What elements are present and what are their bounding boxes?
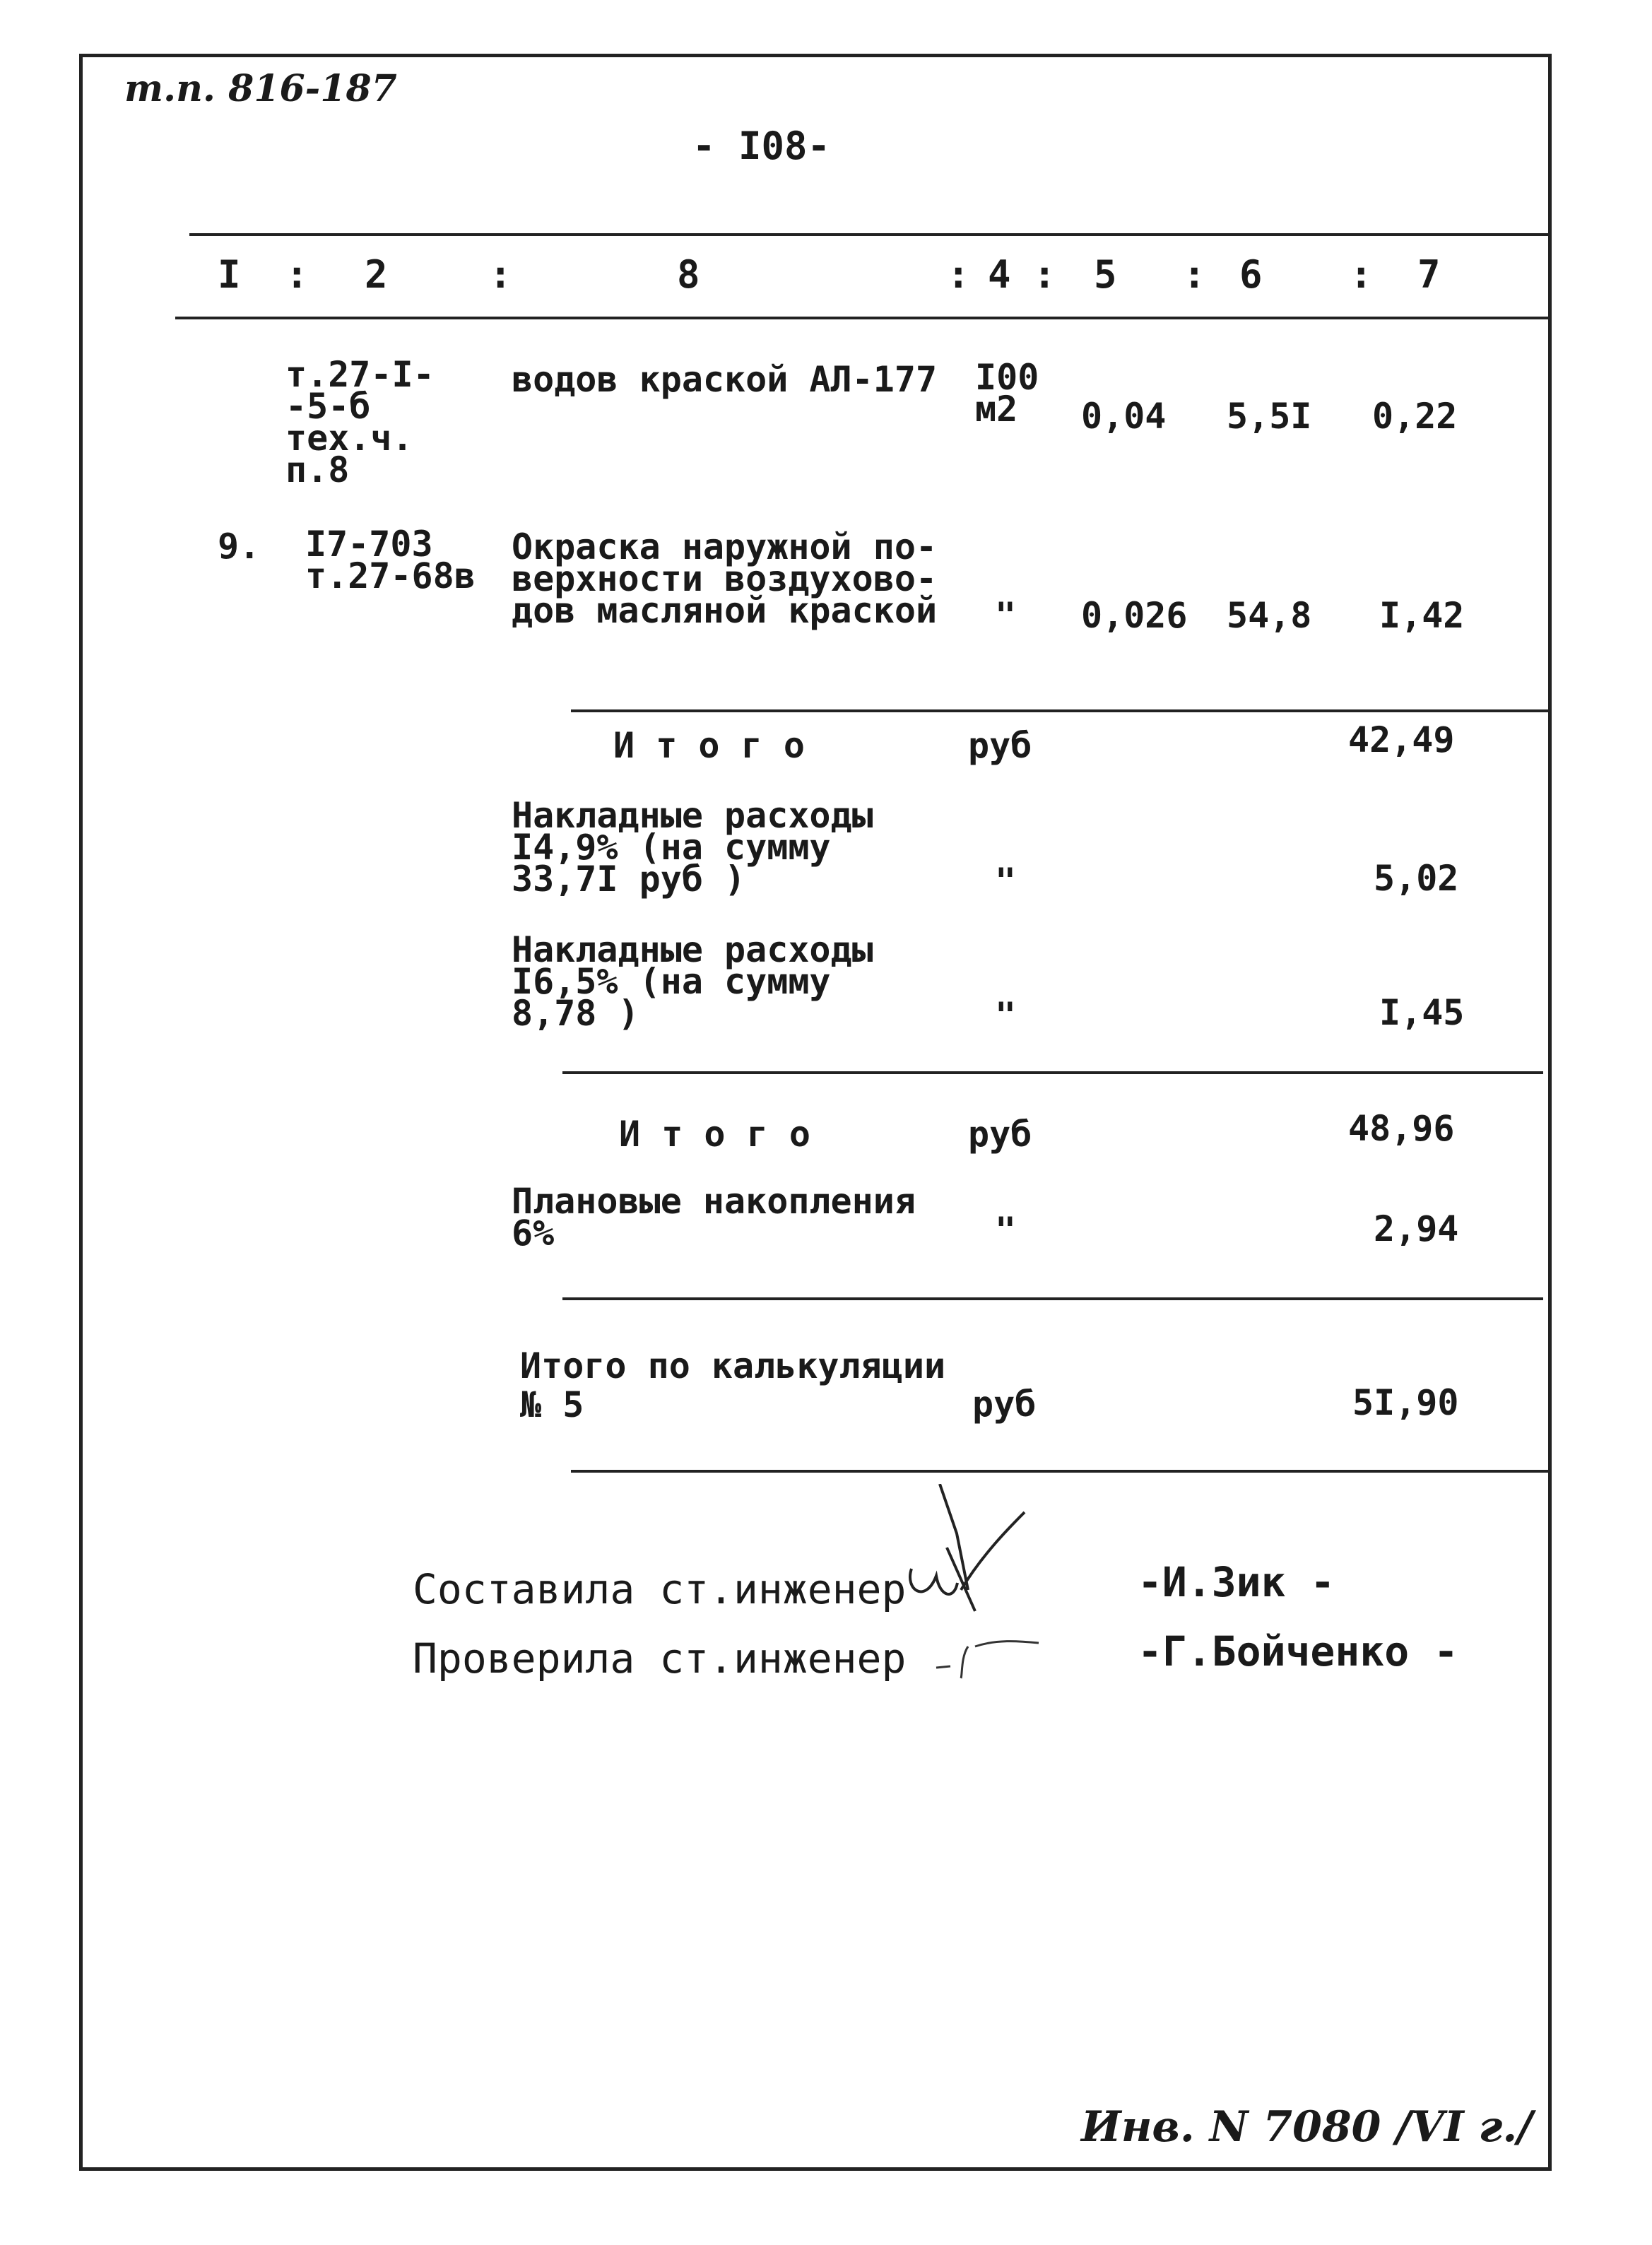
header-top-rule (189, 233, 1552, 236)
row-code: т.27-I- -5-б тех.ч. п.8 (285, 354, 435, 490)
handwritten-signature (933, 1625, 1046, 1682)
summary-label: Накладные расходы I4,9% (на сумму 33,7I руб ) (512, 795, 873, 900)
total-rule (571, 1470, 1552, 1473)
row-quantity: 0,04 (1081, 396, 1167, 437)
summary-total: 48,96 (1348, 1108, 1455, 1149)
col-header-1: I (218, 252, 241, 297)
row-total: 0,22 (1372, 396, 1458, 437)
col-header-sep: : (1033, 252, 1056, 297)
checked-by-role: Проверила ст.инженер (413, 1634, 907, 1683)
col-header-6: 6 (1239, 252, 1263, 297)
subtotal-rule (571, 709, 1552, 712)
handwritten-signature (897, 1484, 1039, 1625)
col-header-sep: : (285, 252, 309, 297)
row-total: I,42 (1379, 595, 1465, 636)
summary-unit: " (995, 861, 1017, 902)
summary-total: 5,02 (1374, 858, 1459, 899)
inventory-note: Инв. N 7080 /VI г./ (1081, 2102, 1533, 2152)
col-header-sep: : (947, 252, 970, 297)
row-unit: I00 м2 (975, 357, 1039, 430)
checked-by-name: -Г.Бойченко - (1138, 1627, 1458, 1675)
row-price: 5,5I (1227, 396, 1312, 437)
row-description: Окраска наружной по- верхности воздухово- дов масляной краской (512, 526, 938, 631)
col-header-sep: : (1183, 252, 1206, 297)
row-quantity: 0,026 (1081, 595, 1188, 636)
col-header-4: 4 (988, 252, 1011, 297)
col-header-5: 5 (1094, 252, 1117, 297)
compiled-by-name: -И.Зик - (1138, 1558, 1335, 1606)
header-bottom-rule (175, 317, 1552, 319)
summary-unit: руб (968, 725, 1032, 766)
summary-total: 2,94 (1374, 1208, 1459, 1249)
summary-unit: руб (968, 1114, 1032, 1155)
page-number: - I08- (692, 124, 831, 168)
row-price: 54,8 (1227, 595, 1312, 636)
row-code: I7-703 т.27-68в (305, 524, 476, 596)
subtotal-rule (562, 1297, 1543, 1300)
summary-unit: руб (972, 1384, 1037, 1425)
compiled-by-role: Составила ст.инженер (413, 1565, 907, 1613)
summary-label: И т о г о (619, 1114, 810, 1155)
summary-total: 42,49 (1348, 719, 1455, 760)
row-unit: " (995, 595, 1017, 636)
col-header-3: 8 (677, 252, 700, 297)
col-header-sep: : (1350, 252, 1373, 297)
row-description: водов краской АЛ-177 (512, 359, 938, 400)
summary-label: Итого по калькуляции № 5 (520, 1345, 946, 1425)
col-header-sep: : (489, 252, 512, 297)
summary-label: Накладные расходы I6,5% (на сумму 8,78 ) (512, 929, 873, 1034)
row-number: 9. (218, 526, 261, 567)
col-header-7: 7 (1417, 252, 1441, 297)
summary-unit: " (995, 995, 1017, 1036)
summary-label: И т о г о (613, 725, 805, 766)
summary-total: I,45 (1379, 992, 1465, 1033)
summary-label: Плановые накопления 6% (512, 1181, 916, 1254)
col-header-2: 2 (365, 252, 388, 297)
subtotal-rule (562, 1071, 1543, 1074)
summary-total: 5I,90 (1352, 1382, 1459, 1423)
summary-unit: " (995, 1210, 1017, 1251)
project-code: т.п. 816-187 (124, 67, 397, 110)
